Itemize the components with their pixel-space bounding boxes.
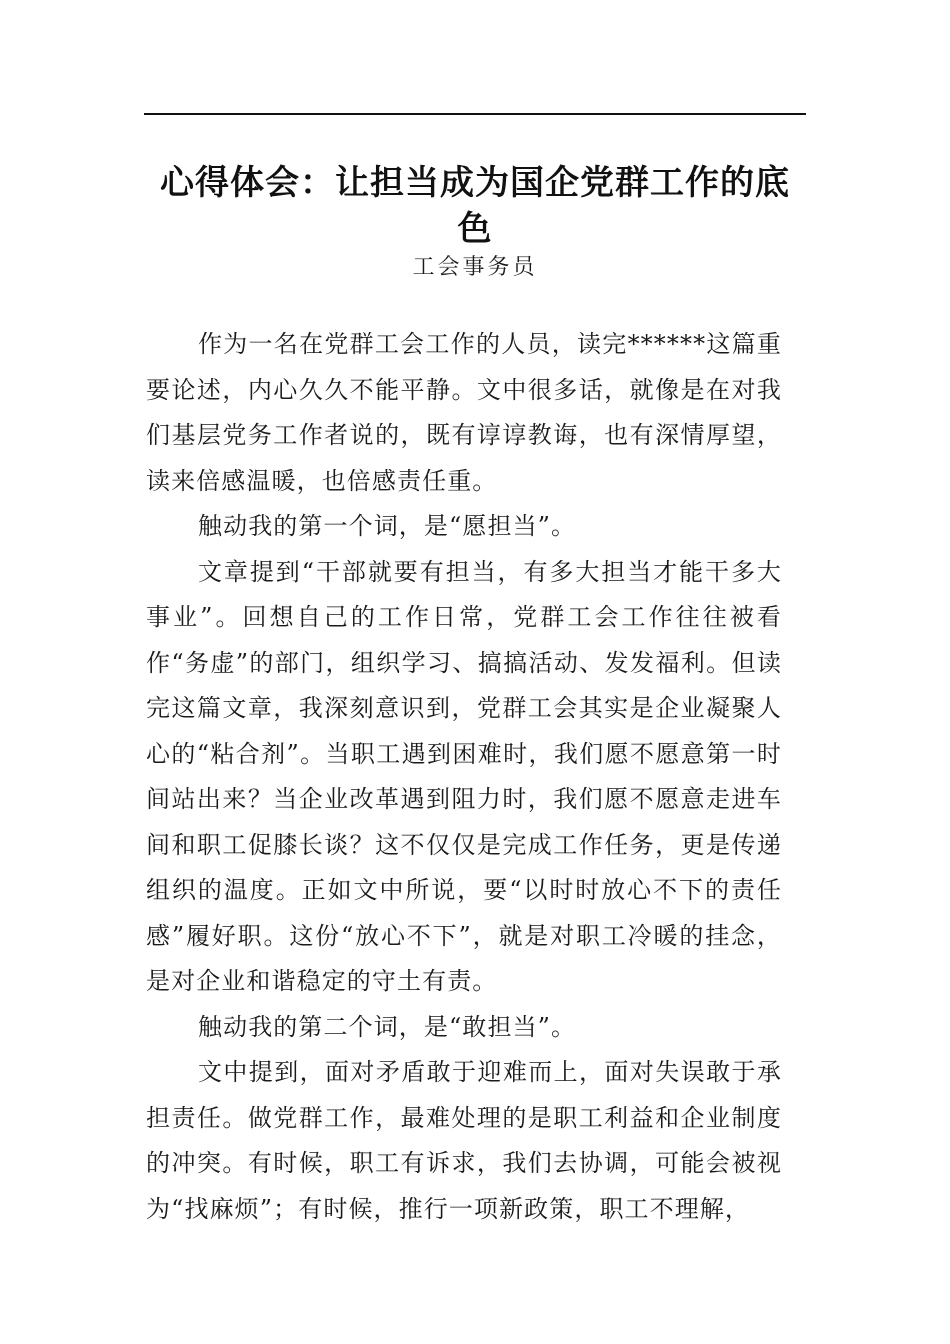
paragraph-second-keyword: 触动我的第二个词，是“敢担当”。: [198, 1012, 577, 1041]
paragraph-second-discussion: 文中提到，面对矛盾敢于迎难而上，面对失误敢于承担责任。做党群工作，最难处理的是职工利益和企业制度的冲突。有时候，职工有诉求，我们去协调，可能会被视为“找麻烦”；有时候，推行一项新政策，职工不理解，: [146, 1058, 782, 1223]
paragraph-first-discussion: 文章提到“干部就要有担当，有多大担当才能干多大事业”。回想自己的工作日常，党群工会工作往往被看作“务虚”的部门，组织学习、搞搞活动、发发福利。但读完这篇文章，我深刻意识到，党群工会其实是企业凝聚人心的“粘合剂”。当职工遇到困难时，我们愿不愿意第一时间站出来？当企业改革遇到阻力时，我们愿不愿意走进车间和职工促膝长谈？这不仅仅是完成工作任务，更是传递组织的温度。正如文中所说，要“以时时放心不下的责任感”履好职。这份“放心不下”，就是对职工冷暖的挂念，是对企业和谐稳定的守土有责。: [146, 557, 782, 995]
paragraph-first-keyword: 触动我的第一个词，是“愿担当”。: [198, 512, 577, 540]
document-author: 工会事务员: [412, 255, 538, 280]
paragraph-intro: 作为一名在党群工会工作的人员，读完******这篇重要论述，内心久久不能平静。文中很多话，就像是在对我们基层党务工作者说的，既有谆谆教诲，也有深情厚望，读来倍感温暖，也倍感责任重。: [146, 330, 782, 495]
document-title: 心得体会：让担当成为国企党群工作的底色: [160, 163, 790, 249]
header-rule: [144, 113, 806, 115]
document-body: [146, 322, 782, 1232]
